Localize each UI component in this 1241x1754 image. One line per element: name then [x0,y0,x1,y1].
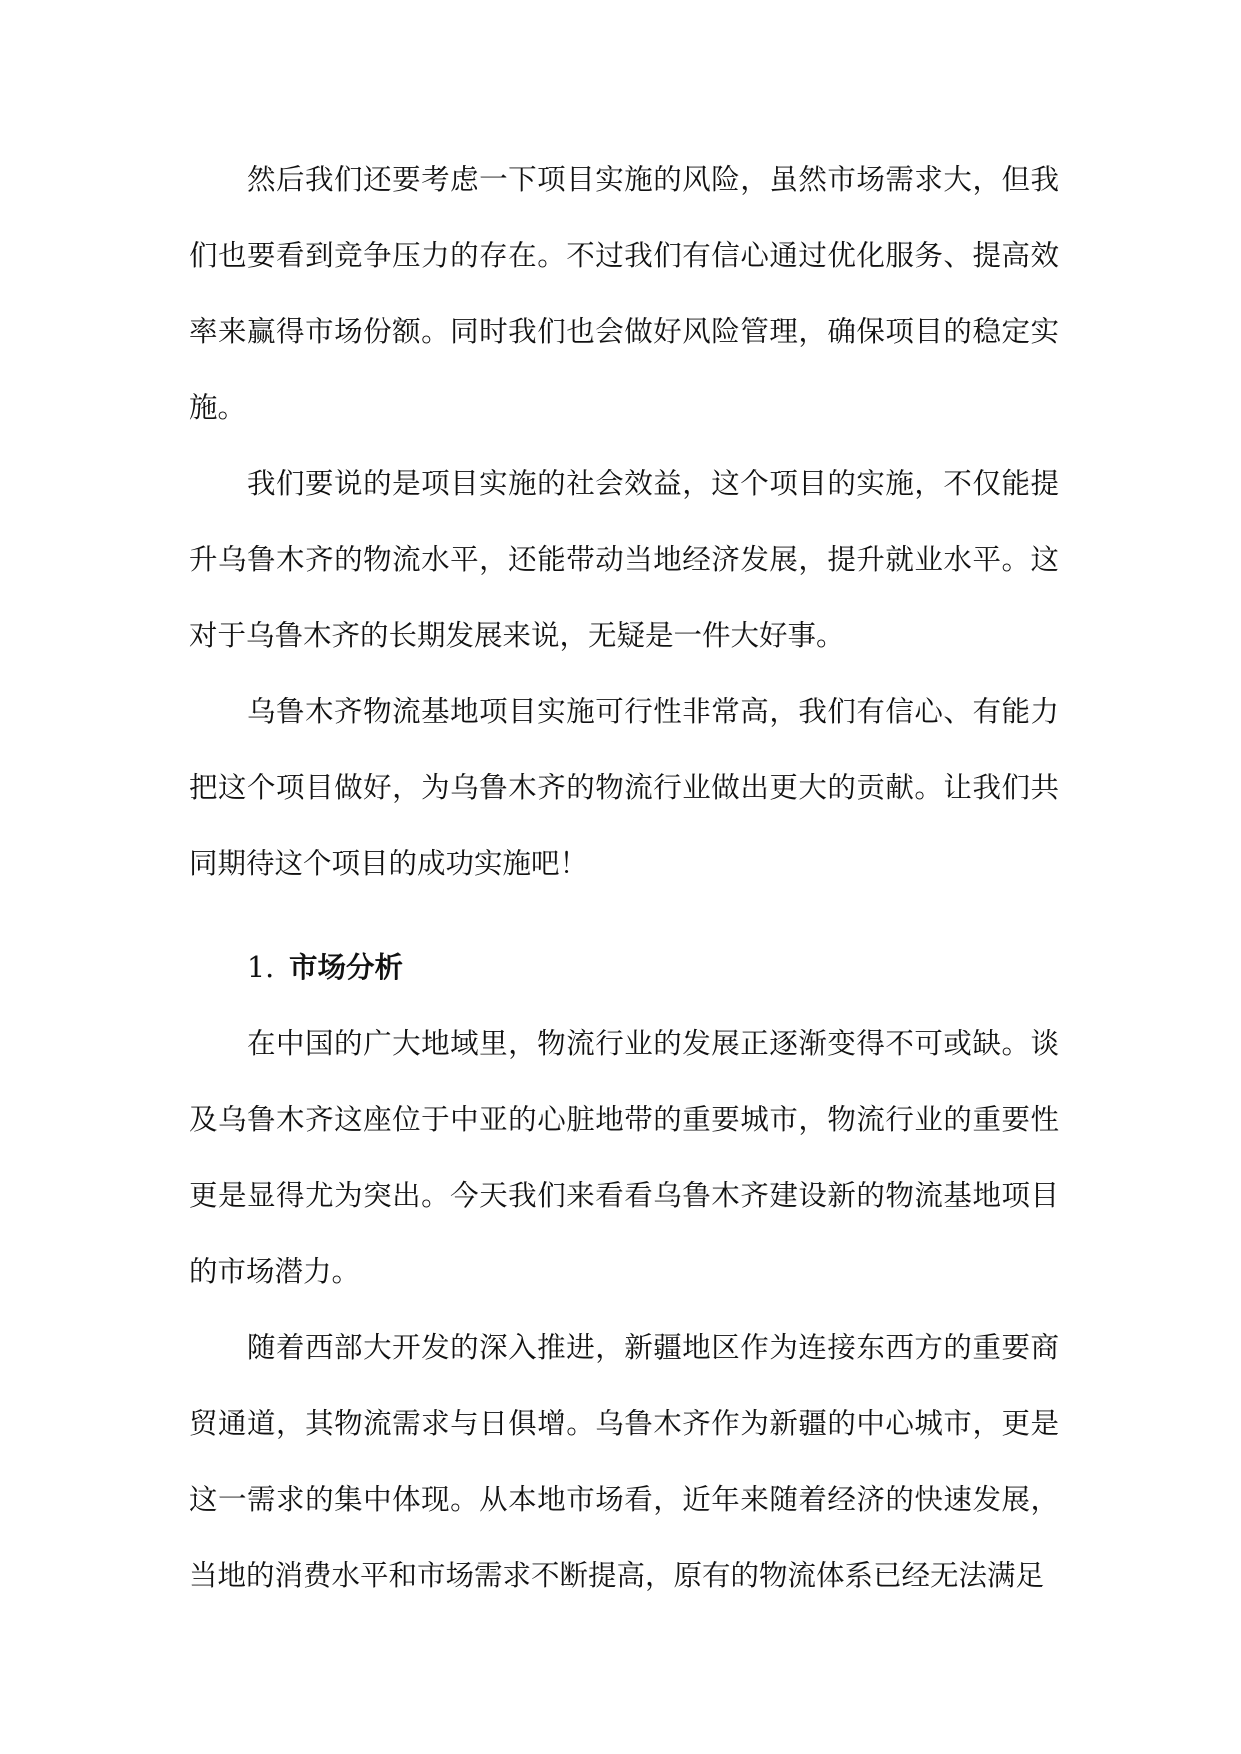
paragraph-market-intro: 在中国的广大地域里，物流行业的发展正逐渐变得不可或缺。谈及乌鲁木齐这座位于中亚的心脏地带的重要城市，物流行业的重要性更是显得尤为突出。今天我们来看看乌鲁木齐建设新的物流基地项目的市场潜力。 [189,1027,1059,1288]
section-number: 1. [247,951,275,984]
paragraph-social-benefit: 我们要说的是项目实施的社会效益，这个项目的实施，不仅能提升乌鲁木齐的物流水平，还能带动当地经济发展，提升就业水平。这对于乌鲁木齐的长期发展来说，无疑是一件大好事。 [189,467,1059,652]
document-body [189,142,1059,1614]
paragraph-market-demand: 随着西部大开发的深入推进，新疆地区作为连接东西方的重要商贸通道，其物流需求与日俱增。乌鲁木齐作为新疆的中心城市，更是这一需求的集中体现。从本地市场看，近年来随着经济的快速发展，当地的消费水平和市场需求不断提高，原有的物流体系已经无法满足 [189,1331,1059,1592]
paragraph-project-risk: 然后我们还要考虑一下项目实施的风险，虽然市场需求大，但我们也要看到竞争压力的存在。不过我们有信心通过优化服务、提高效率来赢得市场份额。同时我们也会做好风险管理，确保项目的稳定实施。 [189,163,1059,424]
section-title: 市场分析 [289,951,404,984]
section-heading [189,930,1059,1006]
paragraph-feasibility-conclusion: 乌鲁木齐物流基地项目实施可行性非常高，我们有信心、有能力把这个项目做好，为乌鲁木齐的物流行业做出更大的贡献。让我们共同期待这个项目的成功实施吧！ [189,695,1059,880]
